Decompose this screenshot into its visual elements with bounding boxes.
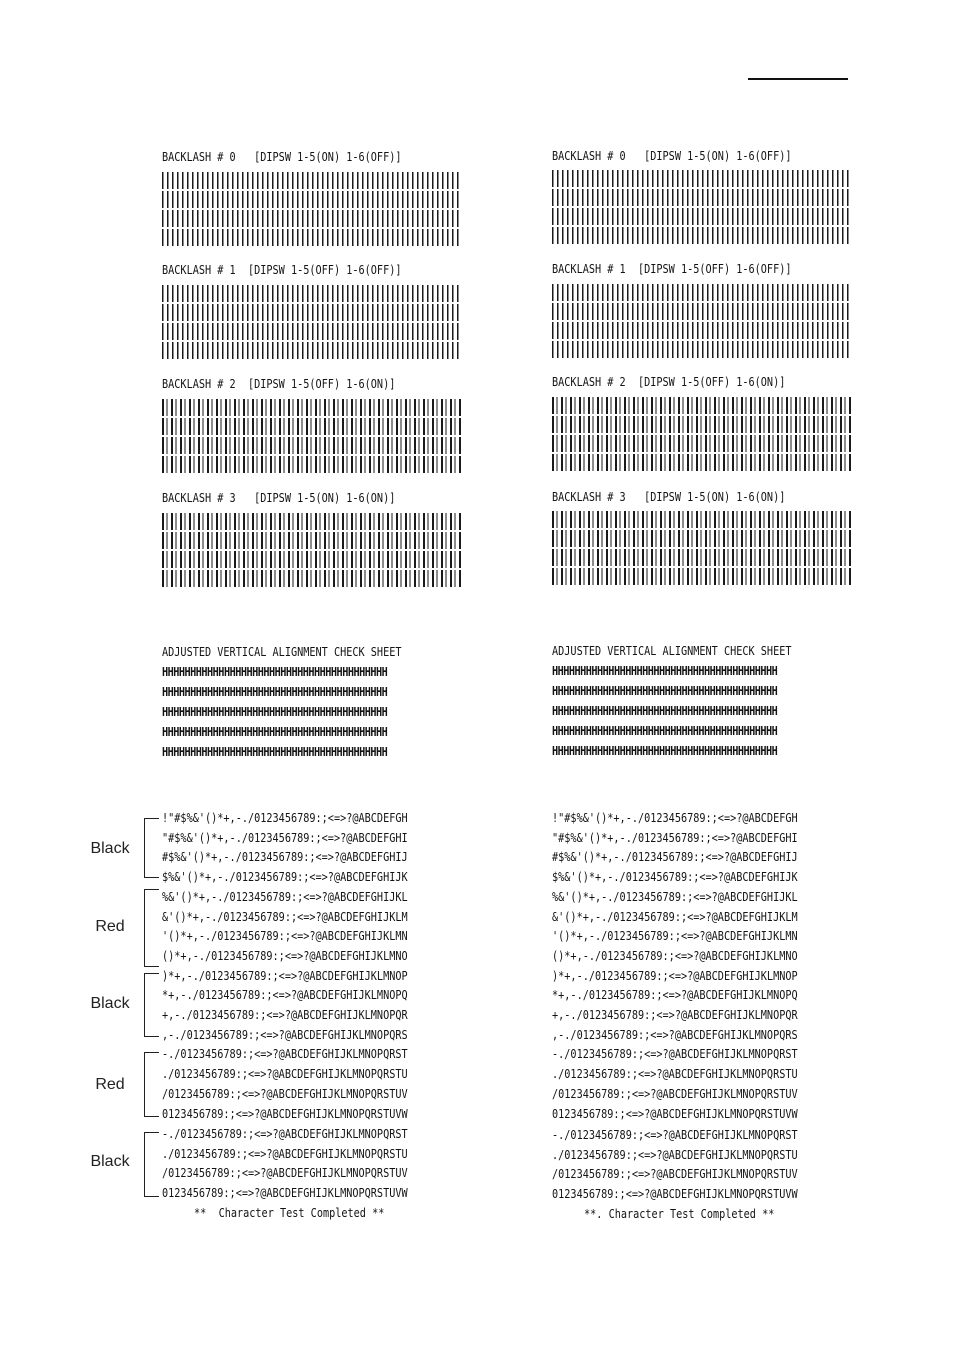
alignment-row: HHHHHHHHHHHHHHHHHHHHHHHHHHHHHHHHHHHHHHHH (552, 724, 778, 738)
backlash-1-bars (162, 285, 462, 359)
alignment-row: HHHHHHHHHHHHHHHHHHHHHHHHHHHHHHHHHHHHHHHH (162, 685, 388, 699)
backlash-3-label: BACKLASH # 3 [DIPSW 1-5(ON) 1-6(ON)] (162, 491, 396, 505)
char-line: '()*+,-./0123456789:;<=>?@ABCDEFGHIJKLMN (552, 929, 798, 944)
alignment-row: HHHHHHHHHHHHHHHHHHHHHHHHHHHHHHHHHHHHHHHH (552, 684, 778, 698)
char-line: !"#$%&'()*+,-./0123456789:;<=>?@ABCDEFGH (552, 811, 798, 825)
backlash-1-label: BACKLASH # 1 [DIPSW 1-5(OFF) 1-6(OFF)] (552, 262, 792, 276)
legend-label-2: Red (95, 918, 125, 935)
backlash-3-bars (552, 511, 852, 585)
char-line: /0123456789:;<=>?@ABCDEFGHIJKLMNOPQRSTUV (552, 1086, 798, 1101)
char-line: ,-./0123456789:;<=>?@ABCDEFGHIJKLMNOPQRS (162, 1027, 408, 1042)
backlash-3-label: BACKLASH # 3 [DIPSW 1-5(ON) 1-6(ON)] (552, 490, 786, 504)
legend-label-4: Red (95, 1076, 125, 1093)
char-line: *+,-./0123456789:;<=>?@ABCDEFGHIJKLMNOPQ (162, 988, 408, 1003)
alignment-row: HHHHHHHHHHHHHHHHHHHHHHHHHHHHHHHHHHHHHHHH (162, 725, 388, 739)
char-line: ./0123456789:;<=>?@ABCDEFGHIJKLMNOPQRSTU (552, 1067, 798, 1082)
legend-label-5: Black (90, 1153, 130, 1170)
char-line: &'()*+,-./0123456789:;<=>?@ABCDEFGHIJKLM (552, 909, 798, 924)
char-line: %&'()*+,-./0123456789:;<=>?@ABCDEFGHIJKL (162, 889, 408, 904)
char-line: /0123456789:;<=>?@ABCDEFGHIJKLMNOPQRSTUV (162, 1166, 408, 1181)
char-line: ./0123456789:;<=>?@ABCDEFGHIJKLMNOPQRSTU (162, 1067, 408, 1082)
backlash-0-label: BACKLASH # 0 [DIPSW 1-5(ON) 1-6(OFF)] (162, 150, 402, 164)
backlash-2-bars (552, 397, 852, 471)
legend-label-3: Black (90, 995, 130, 1012)
char-line: )*+,-./0123456789:;<=>?@ABCDEFGHIJKLMNOP (162, 968, 408, 983)
char-line: #$%&'()*+,-./0123456789:;<=>?@ABCDEFGHIJ (552, 850, 798, 865)
backlash-1-label: BACKLASH # 1 [DIPSW 1-5(OFF) 1-6(OFF)] (162, 263, 402, 277)
char-line: -./0123456789:;<=>?@ABCDEFGHIJKLMNOPQRST (162, 1047, 408, 1062)
char-line: "#$%&'()*+,-./0123456789:;<=>?@ABCDEFGHI (162, 830, 408, 845)
alignment-row: HHHHHHHHHHHHHHHHHHHHHHHHHHHHHHHHHHHHHHHH (162, 745, 388, 759)
char-line: /0123456789:;<=>?@ABCDEFGHIJKLMNOPQRSTUV (162, 1086, 408, 1101)
backlash-2-label: BACKLASH # 2 [DIPSW 1-5(OFF) 1-6(ON)] (552, 375, 786, 389)
char-line: +,-./0123456789:;<=>?@ABCDEFGHIJKLMNOPQR (552, 1008, 798, 1022)
char-line: 0123456789:;<=>?@ABCDEFGHIJKLMNOPQRSTUVW (162, 1106, 408, 1121)
char-line: -./0123456789:;<=>?@ABCDEFGHIJKLMNOPQRST (552, 1047, 798, 1062)
backlash-2-label: BACKLASH # 2 [DIPSW 1-5(OFF) 1-6(ON)] (162, 377, 396, 391)
char-line: %&'()*+,-./0123456789:;<=>?@ABCDEFGHIJKL (552, 889, 798, 904)
char-line: '()*+,-./0123456789:;<=>?@ABCDEFGHIJKLMN (162, 929, 408, 944)
char-line: &'()*+,-./0123456789:;<=>?@ABCDEFGHIJKLM (162, 909, 408, 924)
char-line: "#$%&'()*+,-./0123456789:;<=>?@ABCDEFGHI (552, 830, 798, 845)
backlash-1-bars (552, 284, 852, 358)
backlash-0-label: BACKLASH # 0 [DIPSW 1-5(ON) 1-6(OFF)] (552, 149, 792, 163)
char-line: /0123456789:;<=>?@ABCDEFGHIJKLMNOPQRSTUV (552, 1167, 798, 1182)
alignment-row: HHHHHHHHHHHHHHHHHHHHHHHHHHHHHHHHHHHHHHHH (552, 744, 778, 758)
alignment-title: ADJUSTED VERTICAL ALIGNMENT CHECK SHEET (552, 644, 792, 658)
alignment-title: ADJUSTED VERTICAL ALIGNMENT CHECK SHEET (162, 645, 402, 659)
char-line: +,-./0123456789:;<=>?@ABCDEFGHIJKLMNOPQR (162, 1008, 408, 1022)
char-line: 0123456789:;<=>?@ABCDEFGHIJKLMNOPQRSTUVW (162, 1186, 408, 1201)
char-line: #$%&'()*+,-./0123456789:;<=>?@ABCDEFGHIJ (162, 850, 408, 865)
alignment-row: HHHHHHHHHHHHHHHHHHHHHHHHHHHHHHHHHHHHHHHH (162, 705, 388, 719)
header-rule (748, 78, 848, 80)
char-line: 0123456789:;<=>?@ABCDEFGHIJKLMNOPQRSTUVW (552, 1106, 798, 1121)
alignment-row: HHHHHHHHHHHHHHHHHHHHHHHHHHHHHHHHHHHHHHHH (552, 704, 778, 718)
backlash-2-bars (162, 399, 462, 473)
char-line: ./0123456789:;<=>?@ABCDEFGHIJKLMNOPQRSTU (552, 1147, 798, 1162)
legend-label-1: Black (90, 840, 130, 857)
test-completed: **. Character Test Completed ** (584, 1207, 775, 1221)
char-line: -./0123456789:;<=>?@ABCDEFGHIJKLMNOPQRST (162, 1127, 408, 1141)
char-line: 0123456789:;<=>?@ABCDEFGHIJKLMNOPQRSTUVW (552, 1187, 798, 1202)
backlash-3-bars (162, 513, 462, 587)
test-completed: ** Character Test Completed ** (194, 1206, 385, 1220)
char-line: ()*+,-./0123456789:;<=>?@ABCDEFGHIJKLMNO (552, 948, 798, 963)
backlash-0-bars (552, 170, 852, 244)
char-line: )*+,-./0123456789:;<=>?@ABCDEFGHIJKLMNOP (552, 968, 798, 983)
char-line: !"#$%&'()*+,-./0123456789:;<=>?@ABCDEFGH (162, 811, 408, 825)
backlash-0-bars (162, 172, 462, 246)
char-line: $%&'()*+,-./0123456789:;<=>?@ABCDEFGHIJK (552, 870, 798, 885)
color-legend (0, 0, 160, 1350)
char-line: $%&'()*+,-./0123456789:;<=>?@ABCDEFGHIJK (162, 870, 408, 885)
alignment-row: HHHHHHHHHHHHHHHHHHHHHHHHHHHHHHHHHHHHHHHH (162, 665, 388, 679)
alignment-row: HHHHHHHHHHHHHHHHHHHHHHHHHHHHHHHHHHHHHHHH (552, 664, 778, 678)
char-line: -./0123456789:;<=>?@ABCDEFGHIJKLMNOPQRST (552, 1128, 798, 1142)
char-line: ,-./0123456789:;<=>?@ABCDEFGHIJKLMNOPQRS (552, 1027, 798, 1042)
char-line: ()*+,-./0123456789:;<=>?@ABCDEFGHIJKLMNO (162, 948, 408, 963)
char-line: *+,-./0123456789:;<=>?@ABCDEFGHIJKLMNOPQ (552, 988, 798, 1003)
char-line: ./0123456789:;<=>?@ABCDEFGHIJKLMNOPQRSTU (162, 1146, 408, 1161)
